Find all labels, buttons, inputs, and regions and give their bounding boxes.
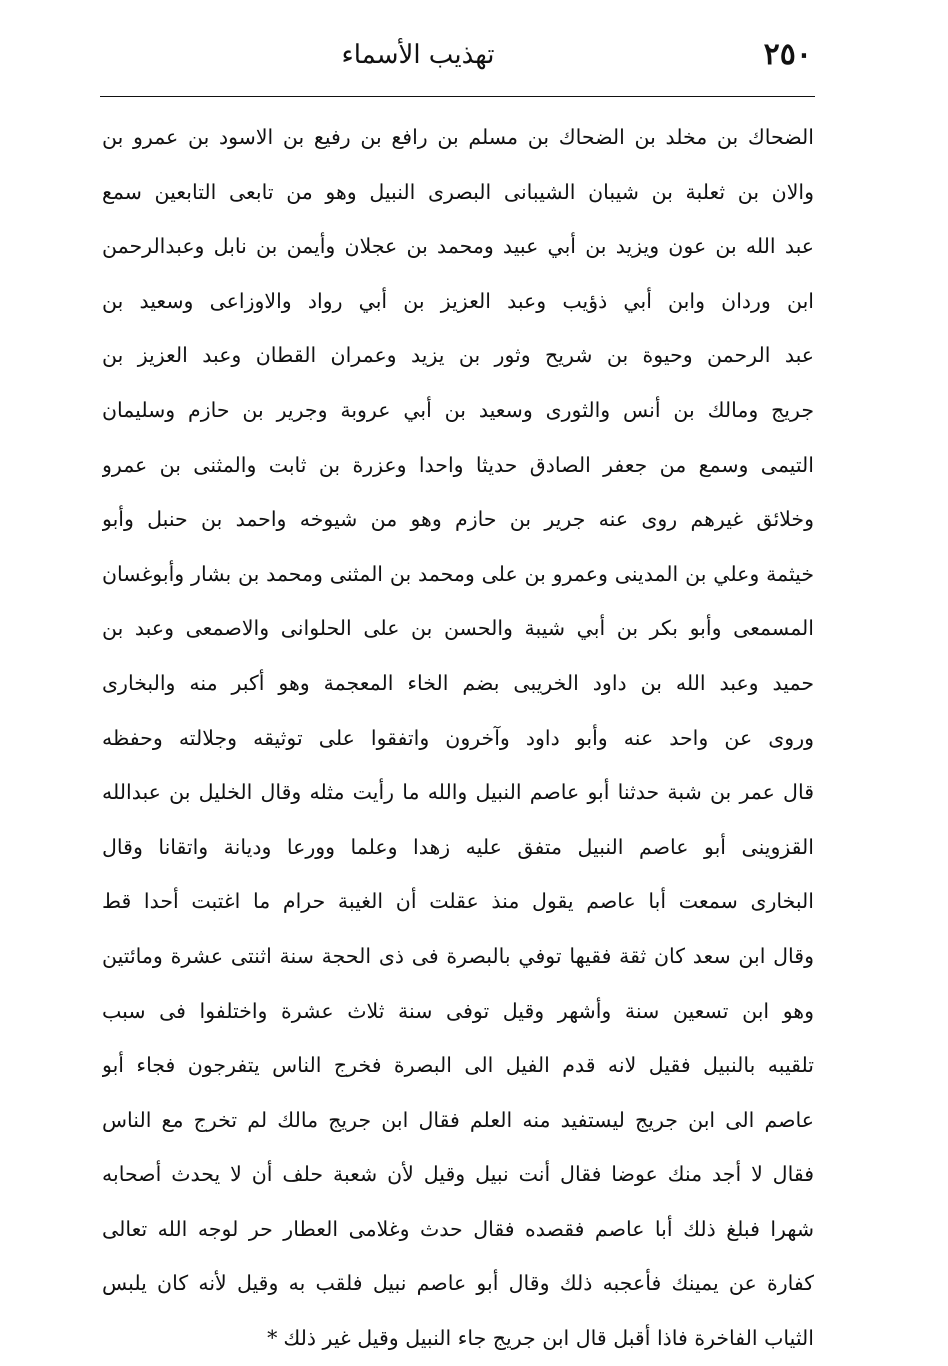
text-line: كفارة عن يمينك فأعجبه ذلك وقال أبو عاصم نبيل فلقب به وقيل لأنه كان يلبس <box>102 1271 814 1296</box>
text-line: حميد وعبد الله بن داود الخريبى بضم الخاء المعجمة وهو أكبر منه والبخارى <box>102 670 814 695</box>
end-mark: * <box>267 1326 278 1351</box>
text-line: عبد الرحمن وحيوة بن شريح وثور بن يزيد وعمران القطان وعبد العزيز بن <box>102 343 814 368</box>
text-line: قال عمر بن شبة حدثنا أبو عاصم النبيل والله ما رأيت مثله وقال الخليل بن عبدالله <box>102 780 814 805</box>
page-number: ٢٥٠ <box>763 37 812 72</box>
text-line: عاصم الى ابن جريج ليستفيد منه العلم فقال ابن جريج مالك لم تخرج مع الناس <box>102 1107 814 1132</box>
text-line: جريج ومالك بن أنس والثورى وسعيد بن أبي عروبة وجرير بن حازم وسليمان <box>102 397 814 422</box>
header-rule <box>100 96 815 97</box>
body-text <box>102 110 814 1366</box>
text-line-content: الثياب الفاخرة فاذا أقبل قال ابن جريج جاء النبيل وقيل غير ذلك <box>283 1326 814 1351</box>
text-line: ابن وردان وابن أبي ذؤيب وعبد العزيز بن أبي رواد والاوزاعى وسعيد بن <box>102 288 814 313</box>
text-line: وقال ابن سعد كان ثقة فقيها توفي بالبصرة فى ذى الحجة سنة اثنتى عشرة ومائتين <box>102 943 814 968</box>
text-line: الضحاك بن مخلد بن الضحاك بن مسلم بن رافع بن رفيع بن الاسود بن عمرو بن <box>102 125 814 149</box>
text-line: وروى عن واحد عنه وأبو داود وآخرون واتفقوا على توثيقه وجلالته وحفظه <box>102 725 814 750</box>
text-line: خيثمة وعلي بن المدينى وعمرو بن على ومحمد بن المثنى ومحمد بن بشار وأبوغسان <box>102 561 814 586</box>
text-line: والان بن ثعلبة بن شيبان الشيبانى البصرى النبيل وهو من تابعى التابعين سمع <box>102 179 814 204</box>
text-line: المسمعى وأبو بكر بن أبي شيبة والحسن بن على الحلوانى والاصمعى وعبد بن <box>102 616 814 641</box>
text-line: وهو ابن تسعين سنة وأشهر وقيل توفى سنة ثلاث عشرة واختلفوا فى سبب <box>102 998 814 1023</box>
running-title: تهذيب الأسماء <box>341 40 495 70</box>
text-line-last <box>102 1311 814 1366</box>
text-line: التيمى وسمع من جعفر الصادق حديثا واحدا وعزرة بن ثابت والمثنى بن عمرو <box>102 452 814 477</box>
text-line: تلقيبه بالنبيل فقيل لانه قدم الفيل الى البصرة فخرج الناس يتفرجون فجاء أبو <box>102 1053 814 1078</box>
text-line: البخارى سمعت أبا عاصم يقول منذ عقلت أن الغيبة حرام ما اغتبت أحدا قط <box>102 889 814 914</box>
text-line: القزوينى أبو عاصم النبيل متفق عليه زهدا وعلما وورعا وديانة واتقانا وقال <box>102 834 814 859</box>
text-line: فقال لا أجد منك عوضا فقال أنت نبيل وقيل لأن شعبة حلف أن لا يحدث أصحابه <box>102 1162 814 1187</box>
text-line: وخلائق غيرهم روى عنه جرير بن حازم وهو من شيوخه واحمد بن حنبل وأبو <box>102 507 814 532</box>
page-header <box>100 36 812 94</box>
text-line: عبد الله بن عون ويزيد بن أبي عبيد ومحمد بن عجلان وأيمن بن نابل وعبدالرحمن <box>102 234 814 259</box>
text-line: شهرا فبلغ ذلك أبا عاصم فقصده فقال حدث وغلامى العطار حر لوجه الله تعالى <box>102 1216 814 1241</box>
